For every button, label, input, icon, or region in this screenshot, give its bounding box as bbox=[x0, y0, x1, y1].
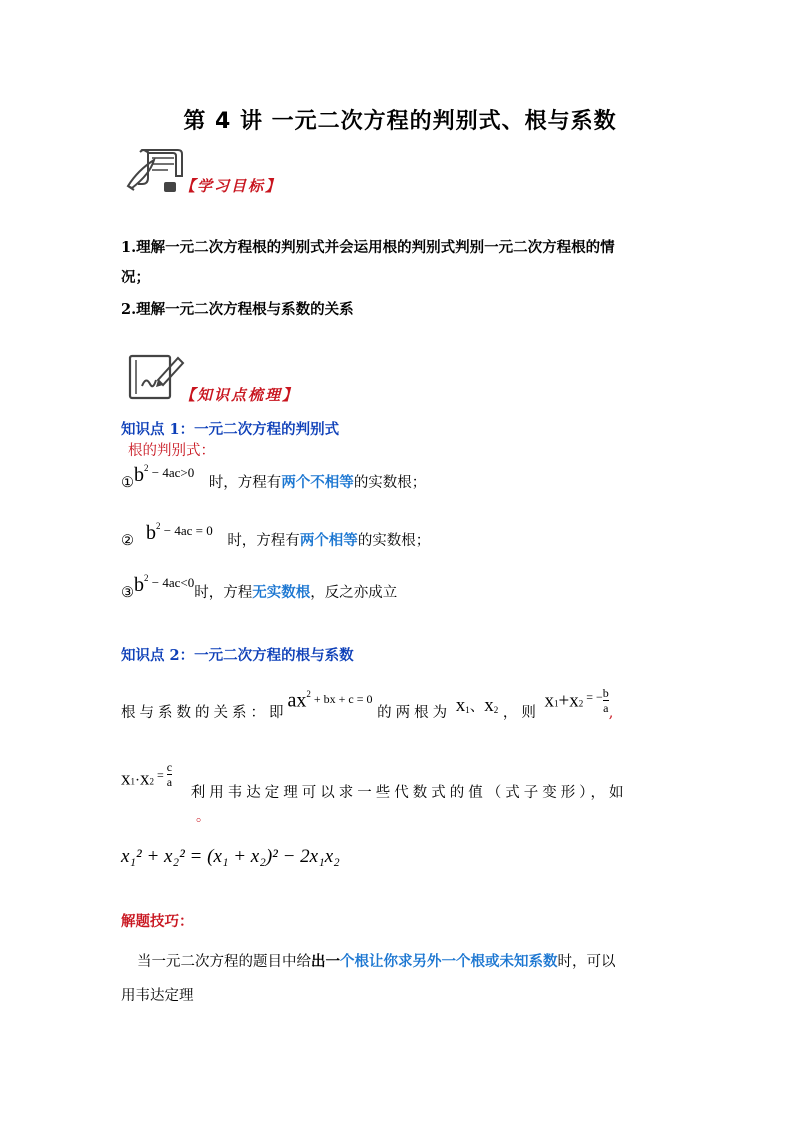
fraction-denominator: a bbox=[166, 775, 173, 789]
math-b: b bbox=[146, 522, 156, 544]
tips-text-end: 时，可以 bbox=[557, 954, 616, 970]
relation-text: 根与系数的关系：即 bbox=[121, 704, 288, 721]
case-marker: ② bbox=[121, 533, 134, 549]
tips-highlight: 个根让你求另外一个根或未知系数 bbox=[340, 953, 558, 970]
math-x: x bbox=[544, 690, 554, 712]
case-marker: ③ bbox=[121, 585, 134, 601]
discriminant-label: 根的判别式： bbox=[128, 443, 215, 459]
math-b: b bbox=[134, 464, 144, 486]
relation-text: 的两根为 bbox=[377, 704, 452, 721]
fraction-numerator: c bbox=[166, 760, 173, 774]
discriminant-case-3 bbox=[121, 573, 398, 603]
math-equals-neg: = − bbox=[583, 689, 603, 704]
math-rest: + bx + c = 0 bbox=[310, 691, 373, 706]
product-period: 。 bbox=[196, 809, 210, 825]
math-x: x bbox=[569, 690, 579, 712]
math-sep: 、 bbox=[469, 698, 485, 715]
math-subscript: 1 bbox=[465, 704, 470, 715]
math-rest: − 4ac = 0 bbox=[160, 523, 213, 538]
product-text: 利用韦达定理可以求一些代数式的值（式子变形），如 bbox=[190, 784, 628, 801]
tips-bold-text: 出一 bbox=[311, 953, 340, 970]
comma: , bbox=[608, 704, 614, 721]
identity-formula: x₁² + x₂² = (x₁ + x₂)² − 2x₁x₂ bbox=[121, 846, 340, 867]
tips-title: 解题技巧： bbox=[121, 913, 194, 930]
math-ax: ax bbox=[287, 689, 307, 712]
fraction-numerator: b bbox=[602, 686, 609, 700]
case-text-end: 的实数根； bbox=[357, 533, 431, 549]
fraction-c-over-a bbox=[167, 760, 172, 789]
case-highlight: 两个不相等 bbox=[281, 474, 354, 491]
goal-item-1: 1.理解一元二次方程根的判别式并会运用根的判别式判别一元二次方程根的情 bbox=[121, 239, 615, 256]
case-text: 时，方程有 bbox=[227, 533, 300, 549]
math-equals: = bbox=[154, 767, 167, 782]
knowledge-point-1-title: 知识点 1：一元二次方程的判别式 bbox=[121, 421, 340, 438]
math-x: x bbox=[121, 768, 131, 790]
notebook-pencil-icon bbox=[124, 350, 186, 402]
tips-text-line-1 bbox=[137, 950, 616, 971]
math-x: x bbox=[140, 768, 150, 790]
math-plus: + bbox=[558, 690, 570, 712]
math-subscript: 2 bbox=[493, 704, 499, 715]
goal-item-1-cont: 况； bbox=[121, 269, 150, 286]
discriminant-case-1 bbox=[121, 463, 427, 493]
math-x: x bbox=[455, 694, 466, 716]
math-x: x bbox=[484, 694, 494, 716]
goals-banner: 【学习目标】 bbox=[180, 177, 283, 195]
roots-coefficients-relation bbox=[121, 686, 614, 721]
case-text: 时，方程 bbox=[194, 585, 253, 601]
math-rest: − 4ac>0 bbox=[148, 465, 195, 480]
scroll-quill-icon bbox=[124, 144, 186, 194]
case-text-end: ，反之亦成立 bbox=[310, 585, 398, 601]
fraction-b-over-a bbox=[603, 686, 609, 715]
goal-item-2: 2.理解一元二次方程根与系数的关系 bbox=[121, 301, 354, 318]
relation-text: ，则 bbox=[502, 704, 540, 721]
math-b: b bbox=[134, 574, 144, 596]
math-exponent: 2 bbox=[144, 463, 149, 473]
roots-product-relation bbox=[121, 760, 628, 801]
discriminant-case-2 bbox=[121, 521, 431, 551]
math-rest: − 4ac<0 bbox=[148, 575, 195, 590]
tips-text-line-2: 用韦达定理 bbox=[121, 988, 194, 1004]
fraction-denominator: a bbox=[603, 701, 609, 715]
math-exponent: 2 bbox=[156, 521, 161, 531]
tips-text: 当一元二次方程的题目中给 bbox=[137, 954, 311, 970]
case-text-end: 的实数根； bbox=[353, 475, 427, 491]
case-highlight: 无实数根 bbox=[252, 584, 311, 601]
math-subscript: 1 bbox=[130, 776, 135, 787]
case-highlight: 两个相等 bbox=[299, 532, 358, 549]
math-dot: · bbox=[135, 772, 140, 789]
math-exponent: 2 bbox=[144, 573, 149, 583]
page-title: 第 4 讲 一元二次方程的判别式、根与系数 bbox=[183, 109, 617, 134]
math-subscript: 2 bbox=[578, 698, 584, 709]
case-marker: ① bbox=[121, 475, 134, 491]
knowledge-point-2-title: 知识点 2：一元二次方程的根与系数 bbox=[121, 647, 354, 664]
math-subscript: 2 bbox=[149, 776, 154, 787]
knowledge-banner: 【知识点梳理】 bbox=[180, 386, 300, 404]
math-subscript: 1 bbox=[553, 698, 559, 709]
case-text: 时，方程有 bbox=[208, 475, 282, 491]
math-exponent: 2 bbox=[306, 688, 311, 699]
